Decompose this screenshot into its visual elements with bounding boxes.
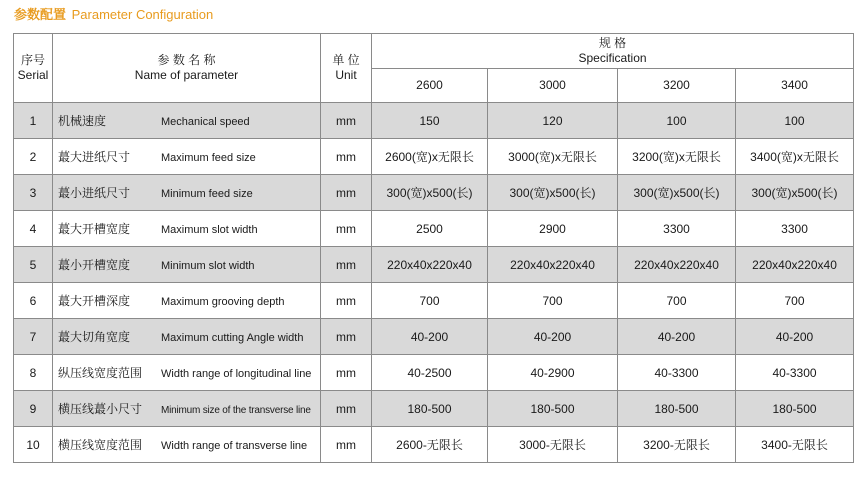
- row-serial: 4: [14, 211, 53, 247]
- value-3400: 220x40x220x40: [736, 247, 854, 283]
- row-unit: mm: [321, 283, 372, 319]
- parameter-name-en: Maximum grooving depth: [161, 296, 285, 308]
- row-serial: 9: [14, 391, 53, 427]
- table-row: [14, 427, 854, 463]
- parameter-name-zh: 横压线宽度范围: [58, 438, 143, 452]
- table-row: [14, 139, 854, 175]
- value-3000: 180-500: [488, 391, 618, 427]
- parameter-name-zh: 蕞小进纸尺寸: [58, 186, 131, 200]
- parameter-name-en: Maximum slot width: [161, 224, 258, 236]
- value-2600: 300(宽)x500(长): [372, 175, 488, 211]
- header-name-zh: 参 数 名 称: [157, 53, 216, 67]
- value-3000: 700: [488, 283, 618, 319]
- value-3400: 3300: [736, 211, 854, 247]
- row-parameter-name: [53, 103, 321, 139]
- row-serial: 2: [14, 139, 53, 175]
- row-parameter-name: [53, 283, 321, 319]
- table-row: [14, 103, 854, 139]
- parameter-name-zh: 蕞大开槽深度: [58, 294, 131, 308]
- row-serial: 10: [14, 427, 53, 463]
- row-parameter-name: [53, 355, 321, 391]
- row-serial: 1: [14, 103, 53, 139]
- row-serial: 5: [14, 247, 53, 283]
- parameter-name-en: Maximum cutting Angle width: [161, 332, 304, 344]
- value-2600: 2500: [372, 211, 488, 247]
- table-row: [14, 355, 854, 391]
- header-specification: [372, 34, 854, 69]
- row-parameter-name: [53, 175, 321, 211]
- header-model-3400: 3400: [736, 69, 854, 103]
- parameter-name-en: Maximum feed size: [161, 152, 256, 164]
- value-2600: 220x40x220x40: [372, 247, 488, 283]
- header-serial: [14, 34, 53, 103]
- row-unit: mm: [321, 103, 372, 139]
- header-unit-zh: 单 位: [332, 53, 360, 67]
- header-unit-en: Unit: [335, 68, 357, 82]
- value-3200: 220x40x220x40: [618, 247, 736, 283]
- value-3000: 40-200: [488, 319, 618, 355]
- value-2600: 700: [372, 283, 488, 319]
- value-2600: 2600(宽)x无限长: [372, 139, 488, 175]
- row-serial: 6: [14, 283, 53, 319]
- value-3200: 40-200: [618, 319, 736, 355]
- parameter-name-zh: 蕞大开槽宽度: [58, 222, 131, 236]
- value-2600: 180-500: [372, 391, 488, 427]
- value-3400: 700: [736, 283, 854, 319]
- value-2600: 40-200: [372, 319, 488, 355]
- row-parameter-name: [53, 247, 321, 283]
- header-model-3000: 3000: [488, 69, 618, 103]
- page-title-en: Parameter Configuration: [71, 7, 214, 22]
- row-serial: 3: [14, 175, 53, 211]
- header-spec-en: Specification: [578, 51, 647, 65]
- table-row: [14, 175, 854, 211]
- value-3200: 180-500: [618, 391, 736, 427]
- value-3200: 300(宽)x500(长): [618, 175, 736, 211]
- row-parameter-name: [53, 139, 321, 175]
- value-3200: 3200(宽)x无限长: [618, 139, 736, 175]
- header-model-2600: 2600: [372, 69, 488, 103]
- parameter-name-zh: 蕞小开槽宽度: [58, 258, 131, 272]
- value-3200: 700: [618, 283, 736, 319]
- page-title: [14, 5, 213, 25]
- row-unit: mm: [321, 391, 372, 427]
- parameter-name-en: Minimum feed size: [161, 188, 253, 200]
- value-3000: 40-2900: [488, 355, 618, 391]
- row-unit: mm: [321, 427, 372, 463]
- value-3200: 3200-无限长: [618, 427, 736, 463]
- header-serial-en: Serial: [17, 68, 49, 82]
- table-row: [14, 319, 854, 355]
- parameter-name-en: Mechanical speed: [161, 116, 250, 128]
- row-unit: mm: [321, 139, 372, 175]
- value-2600: 2600-无限长: [372, 427, 488, 463]
- value-3400: 180-500: [736, 391, 854, 427]
- header-spec-zh: 规 格: [598, 36, 627, 50]
- parameter-name-zh: 蕞大进纸尺寸: [58, 150, 131, 164]
- row-unit: mm: [321, 355, 372, 391]
- table-row: [14, 391, 854, 427]
- value-3000: 3000(宽)x无限长: [488, 139, 618, 175]
- parameter-name-en: Minimum slot width: [161, 260, 255, 272]
- value-3400: 40-3300: [736, 355, 854, 391]
- value-3000: 300(宽)x500(长): [488, 175, 618, 211]
- row-unit: mm: [321, 175, 372, 211]
- row-unit: mm: [321, 319, 372, 355]
- row-parameter-name: [53, 211, 321, 247]
- header-name-en: Name of parameter: [134, 68, 239, 82]
- row-unit: mm: [321, 211, 372, 247]
- value-3200: 100: [618, 103, 736, 139]
- header-serial-zh: 序号: [20, 53, 45, 67]
- value-3200: 40-3300: [618, 355, 736, 391]
- value-3400: 40-200: [736, 319, 854, 355]
- parameter-name-zh: 机械速度: [58, 114, 107, 128]
- row-parameter-name: [53, 319, 321, 355]
- parameter-name-zh: 横压线蕞小尺寸: [58, 402, 143, 416]
- page-title-zh: 参数配置: [14, 8, 67, 23]
- value-3000: 2900: [488, 211, 618, 247]
- value-3400: 3400(宽)x无限长: [736, 139, 854, 175]
- value-3000: 120: [488, 103, 618, 139]
- table-row: [14, 247, 854, 283]
- header-model-3200: 3200: [618, 69, 736, 103]
- table-header: [14, 34, 854, 103]
- row-serial: 8: [14, 355, 53, 391]
- value-3400: 300(宽)x500(长): [736, 175, 854, 211]
- value-3000: 220x40x220x40: [488, 247, 618, 283]
- parameter-table: [13, 33, 854, 463]
- header-unit: [321, 34, 372, 103]
- parameter-name-en: Minimum size of the transverse line: [161, 405, 311, 416]
- value-3200: 3300: [618, 211, 736, 247]
- parameter-name-en: Width range of transverse line: [161, 440, 308, 452]
- parameter-name-en: Width range of longitudinal line: [161, 368, 312, 380]
- table-row: [14, 211, 854, 247]
- row-unit: mm: [321, 247, 372, 283]
- table-row: [14, 283, 854, 319]
- parameter-name-zh: 纵压线宽度范围: [58, 366, 143, 380]
- header-name: [53, 34, 321, 103]
- value-2600: 150: [372, 103, 488, 139]
- table-body: [14, 103, 854, 463]
- value-3000: 3000-无限长: [488, 427, 618, 463]
- value-3400: 3400-无限长: [736, 427, 854, 463]
- parameter-name-zh: 蕞大切角宽度: [58, 330, 131, 344]
- row-parameter-name: [53, 427, 321, 463]
- row-parameter-name: [53, 391, 321, 427]
- row-serial: 7: [14, 319, 53, 355]
- value-3400: 100: [736, 103, 854, 139]
- value-2600: 40-2500: [372, 355, 488, 391]
